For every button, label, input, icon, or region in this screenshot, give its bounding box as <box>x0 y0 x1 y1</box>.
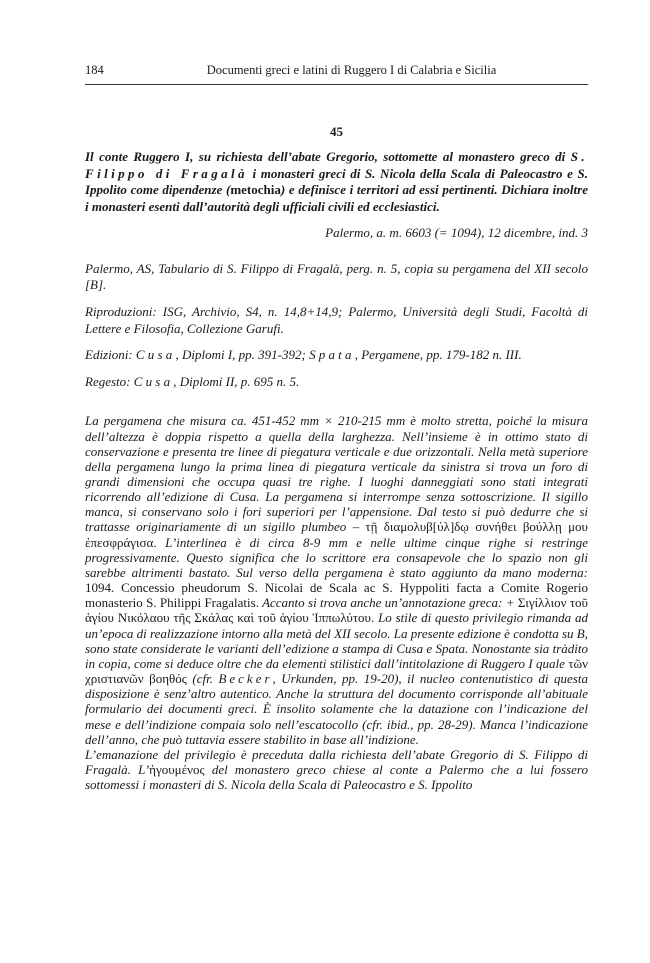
text-run: La pergamena che misura ca. 451-452 mm × 210-215 mm è molto stretta, poiché la misura dell’altezza è doppia rispetto a quella della larghezza. Nell’insieme è in ottimo stato di conservazione e presenta tre linee di piegatura verticale e due orizzontali. Nella metà superiore della pergamena lungo la prima linea di piegatura verticale da sinistra si trova un foro di grandi dimensioni che occupa quasi tre righe. I luoghi danneggiati sono stati integrati ricorrendo all’edizione di Cusa. La pergamena si interrompe senza sottoscrizione. Il sigillo manca, si conservano solo i fori superiori per l’appensione. Dal testo si può dedurre che si trattasse originariamente di un sigillo plumbeo – <box>85 413 588 535</box>
commentary <box>85 413 588 792</box>
summary-term: metochia <box>230 182 281 198</box>
author-cusa: Cusa <box>135 347 176 363</box>
greek-quote: τῇ διαμολυβ[ύλ]δῳ συνήθει βούλλῃ μου ἐπεσφράγισα. <box>85 519 588 550</box>
text-run: L’interlinea è di circa 8-9 mm e nelle ultime cinque righe si restringe progressivamente. Questo significa che lo scrittore era consapevole che lo spazio non gli sarebbe altrimenti bastato. Sul verso della pergamena è stato aggiunto da mano moderna: <box>85 534 588 580</box>
page-number: 184 <box>85 63 104 77</box>
text-run: L’emanazione del privilegio è preceduta dalla richiesta dell’abate Gregorio di S. Filippo di Fragalà. L’ <box>85 746 588 777</box>
verso-note: 1094. Concessio pheudorum S. Nicolai de Scala ac S. Hyppoliti facta a Comite Rogerio monasterio S. Philippi Fragalatis. <box>85 580 588 611</box>
reproductions-entry: Riproduzioni: ISG, Archivio, S4, n. 14,8+14,9; Palermo, Università degli Studi, Facoltà di Lettere e Filosofia, Collezione Garufi. <box>85 304 588 336</box>
author-becker: Becker <box>218 671 273 687</box>
manuscript-tradition <box>85 261 588 391</box>
text-run: , Urkunden, pp. 19-20), il nucleo contenutistico di questa disposizione è senz’altro autentico. Anche la struttura del documento corrisponde all’abituale formulario dei documenti greci. È insolito solamente che la datazione con l’indicazione del mese e dell’indizione compaia solo nell’escatocollo (cfr. ibid., pp. 28-29). Manca l’indicazione dell’anno, che può tuttavia essere stabilito in base all’indizione. <box>85 671 588 747</box>
greek-term: ἡγουμένος <box>149 761 205 777</box>
regesto-label: Regesto: <box>85 373 134 389</box>
commentary-paragraph-2 <box>85 747 588 792</box>
text-run: Accanto si trova anche un’annotazione greca: + <box>258 595 518 611</box>
author-spata: Spata <box>309 347 355 363</box>
commentary-paragraph-1 <box>85 413 588 746</box>
summary-spaced-name: S. Filippo di Fragalà <box>85 149 588 181</box>
running-title: Documenti greci e latini di Ruggero I di Calabria e Sicilia <box>206 63 497 77</box>
source-entry: Palermo, AS, Tabulario di S. Filippo di Fragalà, perg. n. 5, copia su pergamena del XII secolo [B]. <box>85 260 588 293</box>
regesto-entry <box>85 374 588 391</box>
summary-text-1: Il conte Ruggero I, su richiesta dell’abate Gregorio, sottomette al monastero greco di <box>85 149 571 164</box>
document-summary <box>85 149 588 216</box>
editions-label: Edizioni: <box>85 347 136 363</box>
document-number: 45 <box>330 124 343 139</box>
greek-title: τῶν χριστιανῶν βοηθός <box>85 655 588 687</box>
running-header <box>85 63 588 85</box>
summary-text-3: ) e definisce i territori ad essi pertinenti. Dichiara inoltre i monasteri esenti dall’autorità degli ufficiali civili ed ecclesiastici. <box>85 182 588 215</box>
book-page <box>85 63 588 792</box>
spata-ref: , Pergamene, pp. 179-182 n. III. <box>354 347 522 363</box>
dateline: Palermo, a. m. 6603 (= 1094), 12 dicembre, ind. 3 <box>325 224 588 240</box>
text-run: del monastero greco chiese al conte a Palermo che a lui fossero sottomessi i monasteri di S. Nicola della Scala di Paleocastro e S. Ippolito <box>85 761 588 793</box>
summary-text-2: i monasteri greci di S. Nicola della Scala di Paleocastro e S. Ippolito come dipendenze ( <box>85 165 588 198</box>
text-run: (cfr. <box>186 671 219 687</box>
cusa-ref: , Diplomi I, pp. 391-392; <box>175 347 310 363</box>
greek-annotation: Σιγίλλιον τοῦ ἁγίου Νικόλαου τῆς Σκάλας καὶ τοῦ ἁγίου Ἱππωλύτου. <box>85 595 588 626</box>
regesto-ref: , Diplomi II, p. 695 n. 5. <box>173 373 300 389</box>
text-run: Lo stile di questo privilegio rimanda ad un’epoca di realizzazione intorno alla metà del XII secolo. La presente edizione è condotta su B, sono state considerate le varianti dell’edizione a stampa di Cusa e Spata. Nonostante sia tràdito in copia, come si deduce oltre che da elementi stilistici dall’intitolazione di Ruggero I quale <box>85 610 588 671</box>
editions-entry <box>85 347 588 364</box>
regesto-author: Cusa <box>133 373 174 389</box>
